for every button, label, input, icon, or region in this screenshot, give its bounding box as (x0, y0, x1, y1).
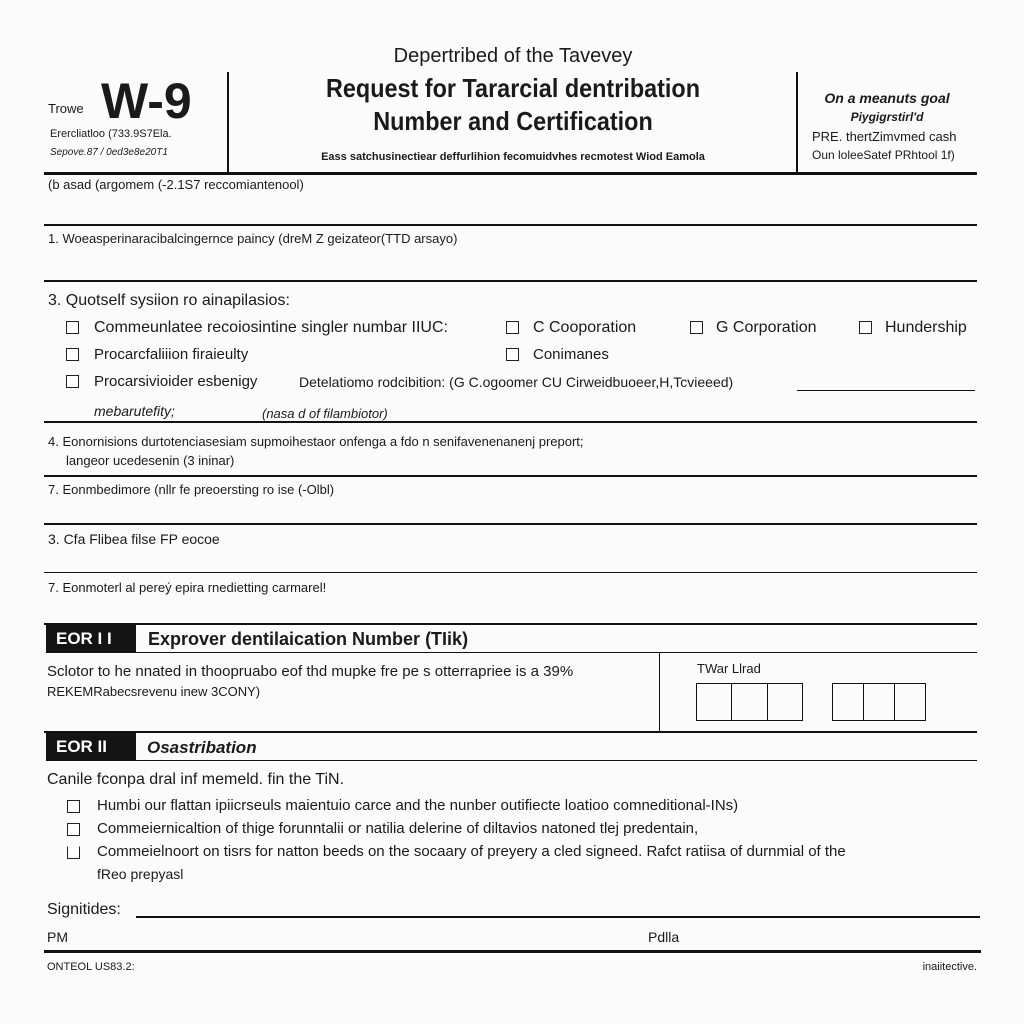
form-prefix: Trowe (48, 101, 84, 116)
option-other-label: Procarsivioider esbenigy (94, 373, 258, 390)
city-input[interactable] (44, 548, 977, 572)
certification-item-3: Commeielnoort on tisrs for natton beeds on the socaary of preyery a cled signeed. Rafct ratiisa of durnmial of the (97, 843, 846, 860)
option-hundership-label: Hundership (885, 319, 967, 336)
part1-title: Exprover dentilaication Number (TIik) (148, 629, 469, 649)
form-title-line1: Request for Tararcial dentribation (325, 73, 701, 103)
option-proprietor-label: Procarcfaliiion firaieulty (94, 346, 249, 363)
header-note-line4: Oun loleeSatef PRhtool 1f) (812, 148, 955, 162)
option-c-corporation-label: C Cooporation (533, 319, 637, 336)
tin-digit-box[interactable] (697, 684, 732, 720)
account-numbers-input[interactable] (44, 597, 977, 621)
header-bottom-rule (44, 172, 977, 175)
other-description-input[interactable] (796, 372, 976, 390)
tin-digit-box[interactable] (895, 684, 925, 720)
tin-label: TWar Llrad (697, 661, 761, 676)
line4-sublabel: langeor ucedesenin (3 ininar) (66, 453, 235, 468)
signature-left-label: PM (47, 929, 68, 945)
checkbox-other[interactable] (66, 375, 79, 388)
tin-digit-box[interactable] (833, 684, 864, 720)
part2-title-rule (136, 760, 977, 761)
line1-label: 1. Woeasperinaracibalcingernce paincy (dreM Z geizateor(TTD arsayo) (48, 231, 458, 246)
form-subtitle: Eass satchusinectiear deffurlihion fecomuidvhes recmotest Wiod Eamola (321, 151, 705, 163)
part2-title: Osastribation (147, 738, 257, 757)
option-g-corporation-label: G Corporation (716, 319, 817, 336)
line7b-label: 7. Eonmoterl al pereý epira rnedietting carmarel! (48, 580, 327, 595)
footer-rule (44, 950, 981, 953)
business-name-input[interactable] (44, 248, 977, 280)
checkbox-hundership[interactable] (859, 321, 872, 334)
certification-checkbox-3[interactable] (67, 846, 80, 859)
date-label: Pdlla (648, 929, 680, 945)
checkbox-c-corporation[interactable] (506, 321, 519, 334)
rule-after-line7a (44, 523, 977, 525)
checkbox-llc[interactable] (66, 321, 79, 334)
name-field-label: (b asad (argomem (-2.1S7 reccomiantenool) (48, 177, 304, 192)
certification-item-3-cont: fReo prepyasl (97, 866, 184, 882)
omb-note: On a meanuts goal (824, 90, 950, 106)
part1-badge: EOR I I (46, 625, 136, 653)
certification-item-1: Humbi our flattan ipiicrseuls maientuio carce and the nunber outifiecte loatioo comneditional-INs) (97, 797, 739, 814)
line4-label: 4. Eonornisions durtotenciasesiam supmoihestaor onfenga a fdo n senifavenenanenj preport; (48, 434, 584, 449)
tin-input-group-1[interactable] (696, 683, 803, 721)
certification-item-2: Commeiernicaltion of thige forunntalii or natilia delerine of diltavios natoned tlej predentain, (97, 820, 699, 837)
line3-label: 3. Quotself sysiion ro ainapilasios: (48, 292, 290, 309)
certification-checkbox-1[interactable] (67, 800, 80, 813)
line3b-label: 3. Cfa Flibea filse FP eocoe (48, 531, 220, 547)
footer-catalog: ONTEOL US83.2: (47, 961, 135, 973)
signature-label: Signitides: (47, 901, 121, 918)
other-sublabel-note: (nasa d of filambiotor) (262, 406, 388, 421)
part1-instructions-line2: REKEMRabecsrevenu inew 3CONY) (47, 684, 261, 699)
rule-after-line3b (44, 572, 977, 573)
tin-section-divider (659, 652, 660, 731)
address-input[interactable] (44, 499, 977, 523)
part2-top-rule (44, 731, 977, 733)
tin-input-group-2[interactable] (832, 683, 926, 721)
part1-title-rule (136, 652, 977, 653)
header-note-line3: PRE. thertZimvmed cash (812, 129, 957, 144)
part1-instructions-line1: Sclotor to he nnated in thoopruabo eof thd mupke fre pe s otterrapriee is a 39% (47, 663, 574, 680)
form-number: W-9 (101, 73, 192, 129)
other-sublabel: mebarutefity; (94, 403, 175, 419)
name-input[interactable] (44, 194, 977, 224)
signature-line (136, 916, 980, 918)
department-code: Sepove.87 / 0ed3e8e20T1 (50, 147, 168, 158)
footer-note: inaiitective. (922, 961, 977, 973)
checkbox-g-corporation[interactable] (690, 321, 703, 334)
other-description-label: Detelatiomo rodcibition: (G C.ogoomer CU Cirweidbuoeer,H,Tcvieeed) (299, 374, 734, 390)
part2-intro: Canile fconpa dral inf memeld. fin the TiN. (47, 771, 345, 788)
rule-after-name (44, 224, 977, 226)
revision-line: Erercliatloo (733.9S7Ela. (50, 128, 172, 140)
line7a-label: 7. Eonmbedimore (nllr fe preoersting ro ise (-Olbl) (48, 482, 335, 497)
option-companies-label: Conimanes (533, 346, 609, 363)
form-title-line2: Number and Certification (373, 106, 653, 136)
rule-after-line3 (44, 421, 977, 423)
omb-number: Piygigrstirl'd (850, 110, 924, 124)
option-llc-label: Commeunlatee recoiosintine singler numbar IIUC: (94, 319, 448, 336)
checkbox-proprietor[interactable] (66, 348, 79, 361)
tin-digit-box[interactable] (864, 684, 895, 720)
rule-after-line4 (44, 475, 977, 477)
certification-checkbox-2[interactable] (67, 823, 80, 836)
checkbox-companies[interactable] (506, 348, 519, 361)
part2-badge: EOR II (46, 733, 136, 761)
part1-top-rule (44, 623, 977, 625)
department-name: Depertribed of the Tavevey (393, 45, 633, 67)
signature-input[interactable] (136, 898, 980, 916)
other-description-underline (797, 390, 975, 391)
tin-digit-box[interactable] (732, 684, 767, 720)
tin-digit-box[interactable] (768, 684, 802, 720)
rule-after-line1 (44, 280, 977, 282)
